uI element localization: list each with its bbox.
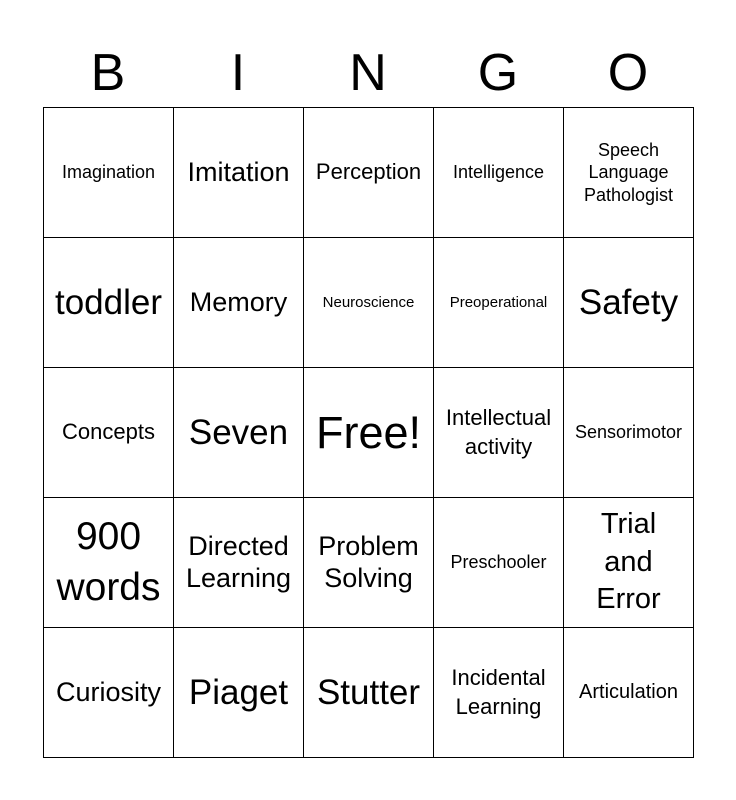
bingo-cell[interactable]: Imagination [44,108,174,238]
bingo-cell[interactable]: Memory [174,238,304,368]
header-letter-n: N [349,44,387,102]
bingo-cell[interactable]: 900 words [44,498,174,628]
bingo-cell[interactable]: Directed Learning [174,498,304,628]
bingo-cell[interactable]: Intellectual activity [434,368,564,498]
bingo-cell[interactable]: Neuroscience [304,238,434,368]
bingo-cell[interactable]: Preoperational [434,238,564,368]
bingo-card [43,107,694,758]
header-letter-o: O [607,44,649,102]
free-space[interactable]: Free! [304,368,434,498]
bingo-cell[interactable]: Concepts [44,368,174,498]
bingo-cell[interactable]: Preschooler [434,498,564,628]
bingo-cell[interactable]: Piaget [174,628,304,758]
bingo-cell[interactable]: Incidental Learning [434,628,564,758]
bingo-cell[interactable]: Intelligence [434,108,564,238]
bingo-cell[interactable]: Perception [304,108,434,238]
bingo-cell[interactable]: Problem Solving [304,498,434,628]
bingo-cell[interactable]: Articulation [564,628,694,758]
bingo-cell[interactable]: Safety [564,238,694,368]
bingo-cell[interactable]: Sensorimotor [564,368,694,498]
header-letter-g: G [477,44,519,102]
header-letter-b: B [90,44,126,102]
bingo-cell[interactable]: Stutter [304,628,434,758]
bingo-cell[interactable]: Speech Language Pathologist [564,108,694,238]
bingo-cell[interactable]: toddler [44,238,174,368]
bingo-cell[interactable]: Seven [174,368,304,498]
bingo-cell[interactable]: Curiosity [44,628,174,758]
bingo-header [43,40,693,106]
header-letter-i: I [230,44,246,102]
bingo-cell[interactable]: Trial and Error [564,498,694,628]
bingo-cell[interactable]: Imitation [174,108,304,238]
